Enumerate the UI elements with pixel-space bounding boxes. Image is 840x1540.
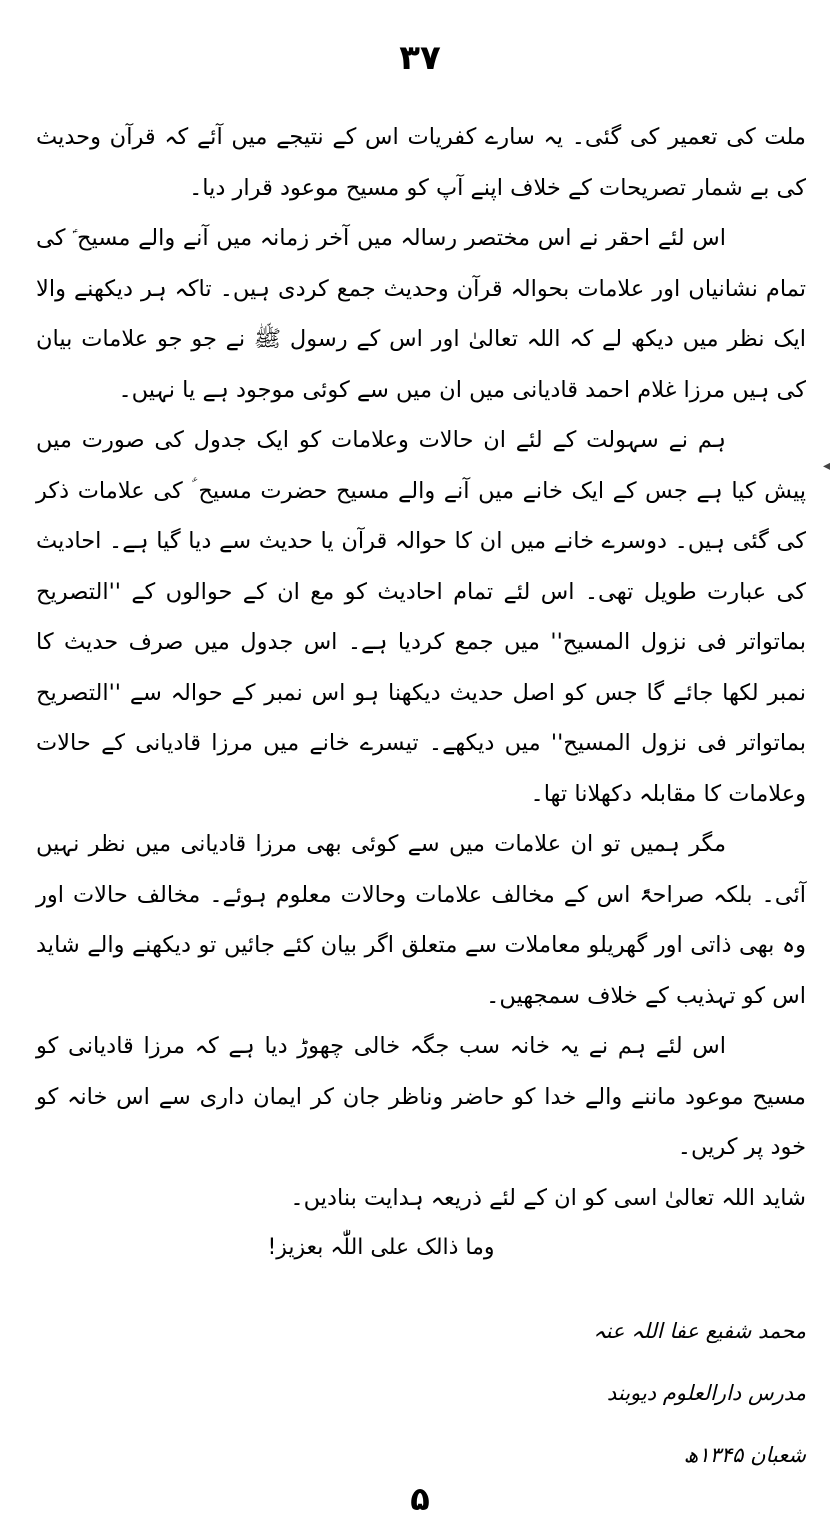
paragraph-3: ہم نے سہولت کے لئے ان حالات وعلامات کو ایک جدول کی صورت میں پیش کیا ہے جس کے ایک خانے میں آنے والے مسیح حضرت مسیح ؑ کی علامات ذکر کی گئی ہیں۔ دوسرے خانے میں ان کا حوالہ قرآن یا حدیث سے دیا گیا ہے۔ احادیث کی عبارت طویل تھی۔ اس لئے تمام احادیث کو مع ان کے حوالوں کے ''التصریح بماتواتر فی نزول المسیح'' میں جمع کردیا ہے۔ اس جدول میں صرف حدیث کا نمبر لکھا جائے گا جس کو اصل حدیث دیکھنا ہو اس نمبر کے حوالہ سے ''التصریح بماتواتر فی نزول المسیح'' میں دیکھے۔ تیسرے خانے میں مرزا قادیانی کے حالات وعلامات کا مقابلہ دکھلانا تھا۔: [36, 427, 806, 807]
paragraph-5: اس لئے ہم نے یہ خانہ سب جگہ خالی چھوڑ دیا ہے کہ مرزا قادیانی کو مسیح موعود ماننے والے خدا کو حاضر وناظر جان کر ایمان داری سے اس خانہ کو خود پر کریں۔: [36, 1033, 806, 1160]
closing-line: وما ذالک علی اللّٰہ بعزیز!: [267, 1235, 495, 1260]
signature-date: شعبان ۱۳۴۵ھ: [683, 1442, 806, 1467]
top-page-number: ۳۷: [399, 38, 441, 78]
paragraph-2: اس لئے احقر نے اس مختصر رسالہ میں آخر زمانہ میں آنے والے مسیح ؑ کی تمام نشانیاں اور علامات بحوالہ قرآن وحدیث جمع کردی ہیں۔ تاکہ ہر دیکھنے والا ایک نظر میں دیکھ لے کہ اللہ تعالیٰ اور اس کے رسول ﷺ نے جو جو علامات بیان کی ہیں مرزا غلام احمد قادیانی میں ان میں سے کوئی موجود ہے یا نہیں۔: [36, 225, 806, 403]
paragraph-6: شاید اللہ تعالیٰ اسی کو ان کے لئے ذریعہ ہدایت بنادیں۔: [290, 1184, 806, 1211]
signature-block: [36, 1300, 806, 1486]
signature-title: مدرس دارالعلوم دیوبند: [606, 1380, 806, 1405]
bottom-page-number: ۵: [410, 1480, 430, 1518]
edge-mark: ◂: [822, 458, 830, 474]
paragraph-4: مگر ہمیں تو ان علامات میں سے کوئی بھی مرزا قادیانی میں نظر نہیں آئی۔ بلکہ صراحۃً اس کے مخالف علامات وحالات معلوم ہوئے۔ مخالف حالات اور وہ بھی ذاتی اور گھریلو معاملات سے متعلق اگر بیان کئے جائیں تو دیکھنے والے شاید اس کو تہذیب کے خلاف سمجھیں۔: [36, 831, 806, 1009]
paragraph-1: ملت کی تعمیر کی گئی۔ یہ سارے کفریات اس کے نتیجے میں آئے کہ قرآن وحدیث کی بے شمار تصریحات کے خلاف اپنے آپ کو مسیح موعود قرار دیا۔: [36, 124, 806, 201]
signature-name: محمد شفیع عفا اللہ عنہ: [593, 1318, 806, 1343]
body-text: [36, 112, 806, 1486]
